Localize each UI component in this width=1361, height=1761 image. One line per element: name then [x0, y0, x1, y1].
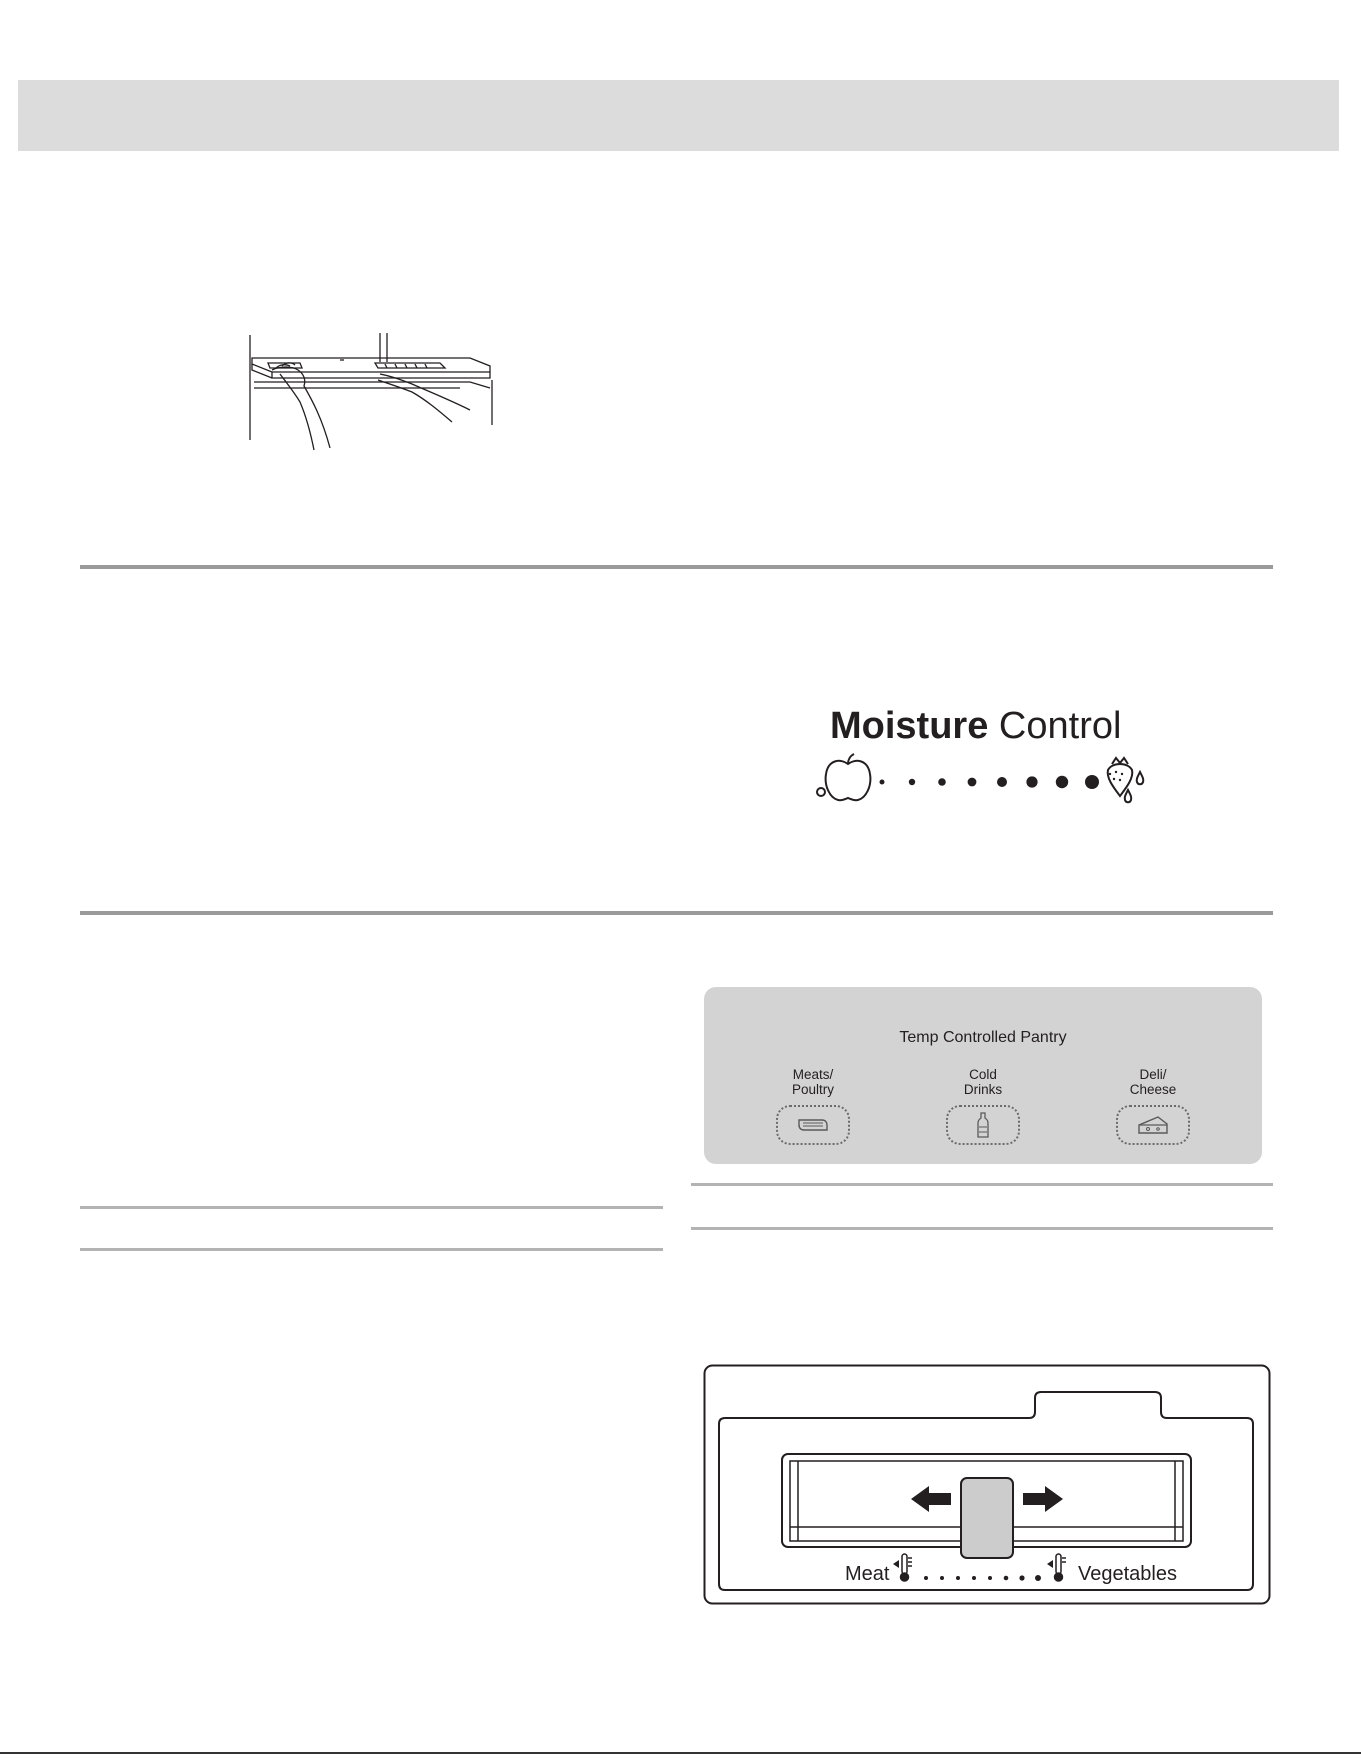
temp-controlled-pantry-panel — [704, 987, 1262, 1164]
section-divider — [80, 911, 1273, 915]
pantry-option-label: Deli/ — [1139, 1067, 1167, 1082]
meat-icon — [796, 1115, 830, 1135]
bottle-icon — [976, 1111, 990, 1139]
moisture-control-title — [830, 705, 1121, 748]
section-divider — [80, 565, 1273, 569]
shelf-removal-illustration — [240, 330, 510, 455]
cheese-icon — [1136, 1114, 1170, 1136]
moisture-control-scale — [812, 752, 1152, 808]
section-divider — [691, 1227, 1273, 1230]
moisture-level-dot — [968, 778, 977, 787]
moisture-title-bold: Moisture — [830, 705, 989, 747]
pantry-option-label: Meats/ — [792, 1067, 834, 1082]
pantry-option-deli-cheese[interactable] — [1093, 1067, 1213, 1145]
moisture-title-regular: Control — [998, 705, 1122, 747]
section-divider — [80, 1206, 663, 1209]
moisture-level-dot — [997, 777, 1007, 787]
pantry-option-cold-drinks[interactable] — [923, 1067, 1043, 1145]
deli-cheese-button[interactable] — [1116, 1105, 1190, 1145]
moisture-level-dot — [1026, 776, 1037, 787]
crisper-control-panel — [703, 1364, 1271, 1606]
section-divider — [80, 1248, 663, 1251]
moisture-level-dot — [1056, 776, 1068, 788]
meats-poultry-button[interactable] — [776, 1105, 850, 1145]
moisture-level-dot — [938, 778, 946, 786]
header-band — [18, 80, 1339, 151]
pantry-option-meats-poultry[interactable] — [753, 1067, 873, 1145]
pantry-option-label: Drinks — [963, 1082, 1003, 1097]
crisper-meat-label: Meat — [845, 1563, 890, 1585]
pantry-option-label: Cheese — [1129, 1082, 1177, 1097]
page-bottom-edge — [0, 1752, 1361, 1754]
pantry-title: Temp Controlled Pantry — [899, 1029, 1067, 1046]
cold-drinks-button[interactable] — [946, 1105, 1020, 1145]
moisture-level-dot — [1085, 775, 1099, 789]
apple-icon — [826, 761, 871, 800]
moisture-level-dot — [909, 779, 915, 785]
crisper-vegetables-label: Vegetables — [1078, 1563, 1177, 1585]
section-divider — [691, 1183, 1273, 1186]
crisper-slider-knob — [961, 1478, 1013, 1558]
pantry-option-label: Poultry — [791, 1082, 835, 1097]
moisture-level-dot — [880, 780, 885, 785]
pantry-option-label: Cold — [969, 1067, 997, 1082]
